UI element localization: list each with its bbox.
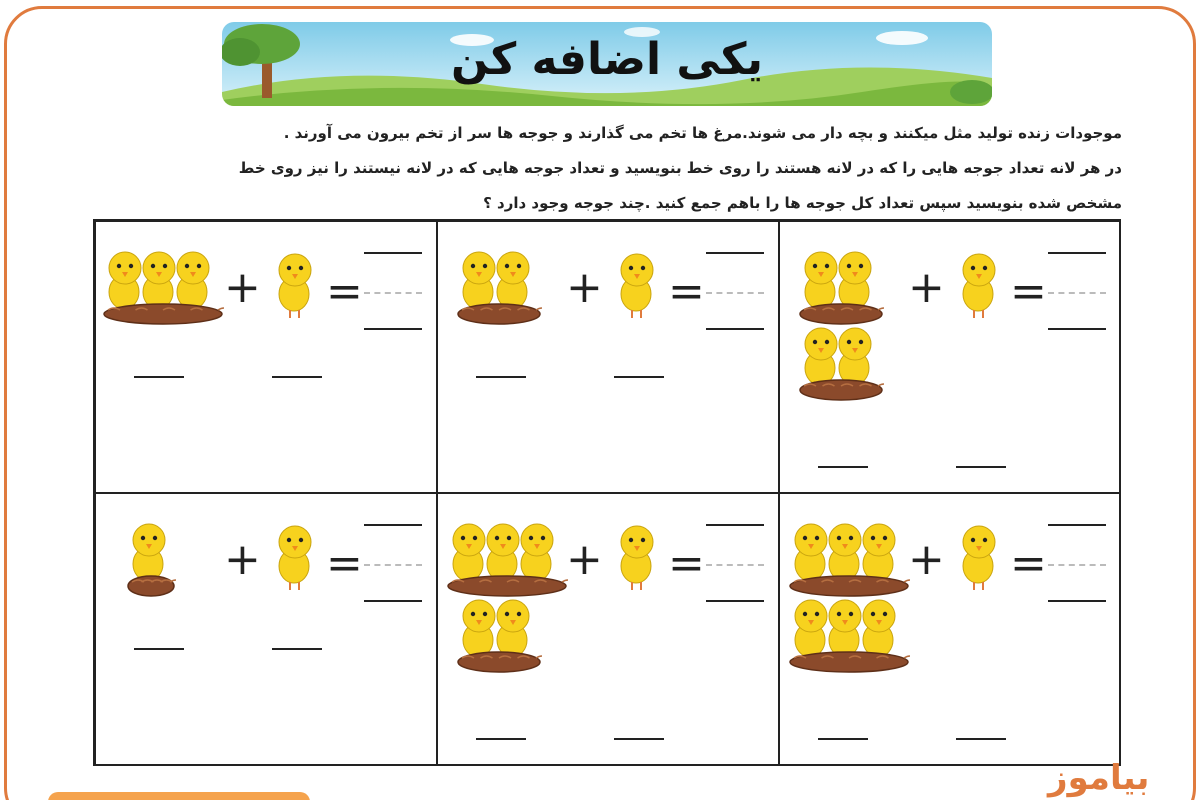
equals-sign: = xyxy=(1010,538,1047,589)
answer-line-middle xyxy=(364,564,422,566)
nest-with-chicks xyxy=(798,248,884,326)
nest-with-chicks xyxy=(102,248,224,326)
nest xyxy=(800,304,882,324)
instruction-line-1: موجودات زنده تولید مثل میکنند و بچه دار می شوند.مرغ ها تخم می گذارند و جوجه ها سر از تخم بیرون می آورند . xyxy=(283,124,1122,142)
nest-group xyxy=(456,596,542,678)
loose-count-line xyxy=(614,376,664,378)
nest-with-chicks xyxy=(798,324,884,402)
equals-sign: = xyxy=(326,538,363,589)
nest-count-line xyxy=(476,376,526,378)
equals-sign: = xyxy=(1010,266,1047,317)
instruction-line-2: در هر لانه تعداد جوجه هایی را که در لانه هستند را روی خط بنویسید و تعداد جوجه هایی که در لانه نیستند را نیز روی خط xyxy=(238,159,1122,177)
exercise-cell xyxy=(95,221,437,493)
chick xyxy=(621,254,653,318)
nest-group xyxy=(456,248,542,330)
nest xyxy=(800,380,882,400)
brand-logo xyxy=(1048,758,1184,800)
nest-group xyxy=(102,248,224,330)
loose-count-line xyxy=(614,738,664,740)
exercise-cell xyxy=(779,493,1121,765)
plus-sign: + xyxy=(908,262,945,313)
plus-sign: + xyxy=(566,262,603,313)
loose-count-line xyxy=(956,466,1006,468)
exercise-cell xyxy=(95,493,437,765)
nest-count-line xyxy=(134,648,184,650)
instructions xyxy=(238,118,1122,223)
loose-count-line xyxy=(272,376,322,378)
loose-chick xyxy=(272,522,312,594)
nest-group xyxy=(788,520,910,602)
nest-group xyxy=(126,520,176,602)
plus-sign: + xyxy=(908,534,945,585)
answer-line-middle xyxy=(1048,292,1106,294)
answer-line-bottom xyxy=(364,600,422,602)
chick xyxy=(963,254,995,318)
chick xyxy=(963,526,995,590)
exercise-cell xyxy=(779,221,1121,493)
nest-with-chicks xyxy=(456,596,542,674)
nest-group xyxy=(798,248,884,330)
loose-chick xyxy=(614,250,654,322)
answer-line-top xyxy=(706,524,764,526)
loose-count-line xyxy=(272,648,322,650)
nest-group xyxy=(798,324,884,406)
loose-chick-group xyxy=(272,522,312,598)
equals-sign: = xyxy=(668,538,705,589)
equals-sign: = xyxy=(668,266,705,317)
brand-logo-text: بیاموز xyxy=(1048,758,1150,798)
nest-with-chicks xyxy=(446,520,568,598)
title-banner xyxy=(222,22,992,106)
nest-count-line xyxy=(134,376,184,378)
answer-line-bottom xyxy=(1048,600,1106,602)
loose-chick-group xyxy=(614,522,654,598)
plus-sign: + xyxy=(566,534,603,585)
nest xyxy=(790,576,908,596)
equals-sign: = xyxy=(326,266,363,317)
nest-group xyxy=(446,520,568,602)
nest xyxy=(448,576,566,596)
answer-line-bottom xyxy=(364,328,422,330)
chick xyxy=(621,526,653,590)
exercise-grid xyxy=(93,219,1121,766)
footer-tab xyxy=(48,792,310,800)
exercise-cell xyxy=(437,221,779,493)
answer-line-middle xyxy=(364,292,422,294)
loose-count-line xyxy=(956,738,1006,740)
answer-line-top xyxy=(364,252,422,254)
nest xyxy=(458,652,540,672)
plus-sign: + xyxy=(224,262,261,313)
answer-line-top xyxy=(364,524,422,526)
nest-count-line xyxy=(818,466,868,468)
loose-chick xyxy=(272,250,312,322)
answer-line-middle xyxy=(1048,564,1106,566)
nest-count-line xyxy=(818,738,868,740)
nest xyxy=(104,304,222,324)
instruction-line-3: مشخص شده بنویسید سپس تعداد کل جوجه ها را باهم جمع کنید .چند جوجه وجود دارد ؟ xyxy=(483,194,1122,212)
loose-chick-group xyxy=(956,250,996,326)
answer-line-middle xyxy=(706,292,764,294)
nest-with-chicks xyxy=(456,248,542,326)
answer-line-top xyxy=(1048,252,1106,254)
nest-with-chicks xyxy=(788,596,910,674)
chick xyxy=(279,254,311,318)
answer-line-bottom xyxy=(706,600,764,602)
chick xyxy=(279,526,311,590)
loose-chick xyxy=(956,250,996,322)
answer-line-bottom xyxy=(706,328,764,330)
nest-group xyxy=(788,596,910,678)
plus-sign: + xyxy=(224,534,261,585)
nest xyxy=(790,652,908,672)
answer-line-top xyxy=(706,252,764,254)
loose-chick-group xyxy=(956,522,996,598)
answer-line-top xyxy=(1048,524,1106,526)
loose-chick xyxy=(956,522,996,594)
exercise-cell xyxy=(437,493,779,765)
nest-with-chicks xyxy=(126,520,176,598)
nest-with-chicks xyxy=(788,520,910,598)
loose-chick-group xyxy=(614,250,654,326)
nest xyxy=(128,576,174,596)
answer-line-bottom xyxy=(1048,328,1106,330)
page-title: یکی اضافه کن xyxy=(450,34,764,85)
nest xyxy=(458,304,540,324)
loose-chick-group xyxy=(272,250,312,326)
nest-count-line xyxy=(476,738,526,740)
loose-chick xyxy=(614,522,654,594)
answer-line-middle xyxy=(706,564,764,566)
